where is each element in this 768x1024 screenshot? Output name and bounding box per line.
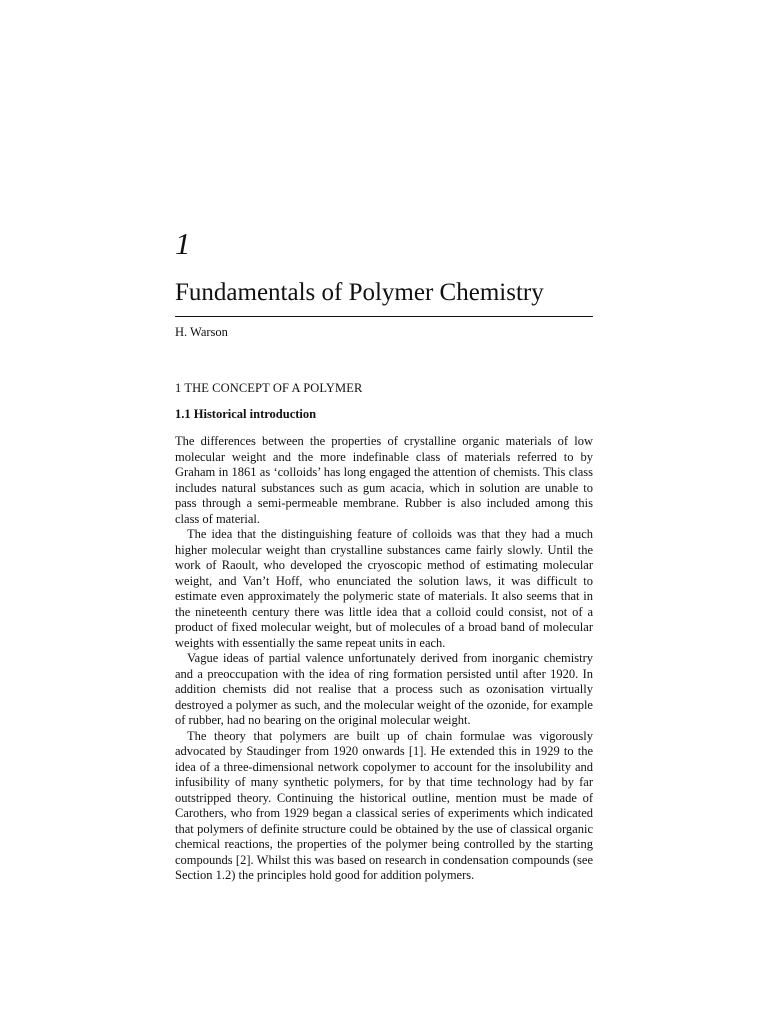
body-text: [175, 434, 593, 884]
chapter-title: Fundamentals of Polymer Chemistry: [175, 279, 544, 306]
paragraph: Vague ideas of partial valence unfortunately derived from inorganic chemistry and a preoccupation with the idea of ring formation persisted until after 1920. In addition chemists did not realise that a process such as ozonisation virtually destroyed a polymer as such, and the molecular weight of the ozonide, for example of rubber, had no bearing on the original molecular weight.: [175, 651, 593, 727]
paragraph: The differences between the properties of crystalline organic materials of low molecular weight and the more indefinable class of materials referred to by Graham in 1861 as ‘colloids’ has long engaged the attention of chemists. This class includes natural substances such as gum acacia, which in solution are unable to pass through a semi-permeable membrane. Rubber is also included among this class of material.: [175, 434, 593, 526]
author-name: H. Warson: [175, 325, 228, 339]
chapter-number: 1: [175, 226, 191, 261]
paragraph: The theory that polymers are built up of chain formulae was vigorously advocated by Staudinger from 1920 onwards [1]. He extended this in 1929 to the idea of a three-dimensional network copolymer to account for the insolubility and infusibility of many synthetic polymers, for by that time technology had by far outstripped theory. Continuing the historical outline, mention must be made of Carothers, who from 1929 began a classical series of experiments which indicated that polymers of definite structure could be obtained by the use of classical organic chemical reactions, the properties of the polymer being controlled by the starting compounds [2]. Whilst this was based on research in condensation compounds (see Section 1.2) the principles hold good for addition polymers.: [175, 728, 593, 882]
section-heading: 1 THE CONCEPT OF A POLYMER: [175, 381, 363, 395]
paragraph: The idea that the distinguishing feature of colloids was that they had a much higher molecular weight than crystalline substances came fairly slowly. Until the work of Raoult, who developed the cryoscopic method of estimating molecular weight, and Van’t Hoff, who enunciated the solution laws, it was difficult to estimate even approximately the polymeric state of materials. It also seems that in the nineteenth century there was little idea that a colloid could consist, not of a product of fixed molecular weight, but of molecules of a broad band of molecular weights with essentially the same repeat units in each.: [175, 527, 593, 650]
title-rule: [175, 316, 593, 317]
subsection-heading: 1.1 Historical introduction: [175, 407, 317, 421]
book-page: [175, 226, 593, 884]
